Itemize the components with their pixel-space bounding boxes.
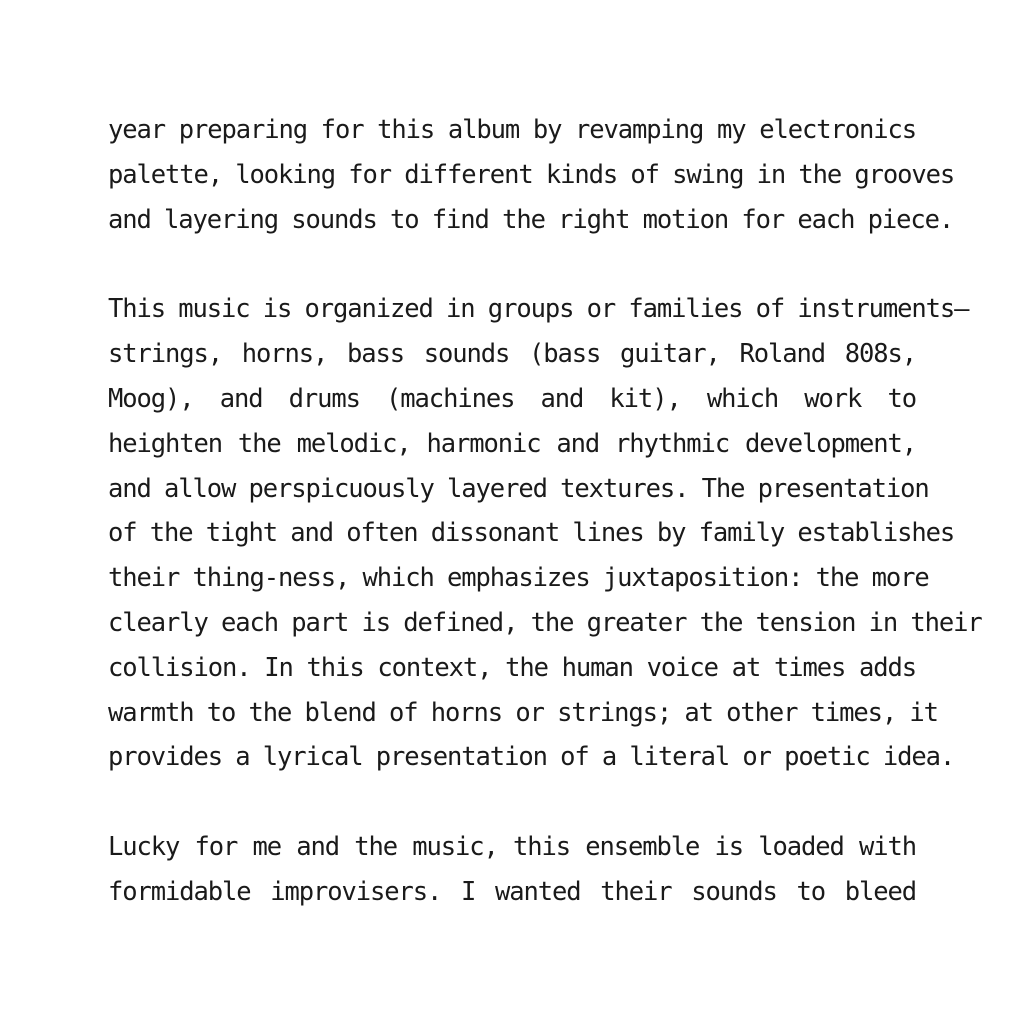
- text-line: year preparing for this album by revamping my electronics: [108, 115, 916, 145]
- text-line: collision. In this context, the human voice at times adds: [108, 652, 916, 683]
- paragraph-1: [108, 108, 955, 242]
- body-text: [108, 108, 982, 960]
- text-line: and allow perspicuously layered textures. The presentation: [108, 473, 929, 504]
- text-line: of the tight and often dissonant lines by family establishes: [108, 518, 955, 549]
- text-line: their thing-ness, which emphasizes juxtaposition: the more: [108, 563, 929, 594]
- text-line: This music is organized in groups or families of instruments—: [108, 294, 969, 325]
- text-line: warmth to the blend of horns or strings; at other times, it: [108, 697, 938, 728]
- text-line: strings, horns, bass sounds (bass guitar, Roland 808s,: [108, 339, 916, 370]
- text-line: provides a lyrical presentation of a literal or poetic idea.: [108, 742, 955, 773]
- text-line: Moog), and drums (machines and kit), which work to: [108, 383, 916, 414]
- text-line: palette, looking for different kinds of swing in the grooves: [108, 159, 955, 190]
- text-line: clearly each part is defined, the greater the tension in their: [108, 607, 982, 638]
- paragraph-3: [108, 825, 916, 915]
- text-line: and layering sounds to find the right motion for each piece.: [108, 204, 954, 235]
- text-line: Lucky for me and the music, this ensemble is loaded with: [108, 832, 916, 863]
- text-line: heighten the melodic, harmonic and rhythmic development,: [108, 428, 916, 459]
- text-line: formidable improvisers. I wanted their sounds to bleed: [108, 876, 916, 907]
- paragraph-2: [108, 287, 982, 780]
